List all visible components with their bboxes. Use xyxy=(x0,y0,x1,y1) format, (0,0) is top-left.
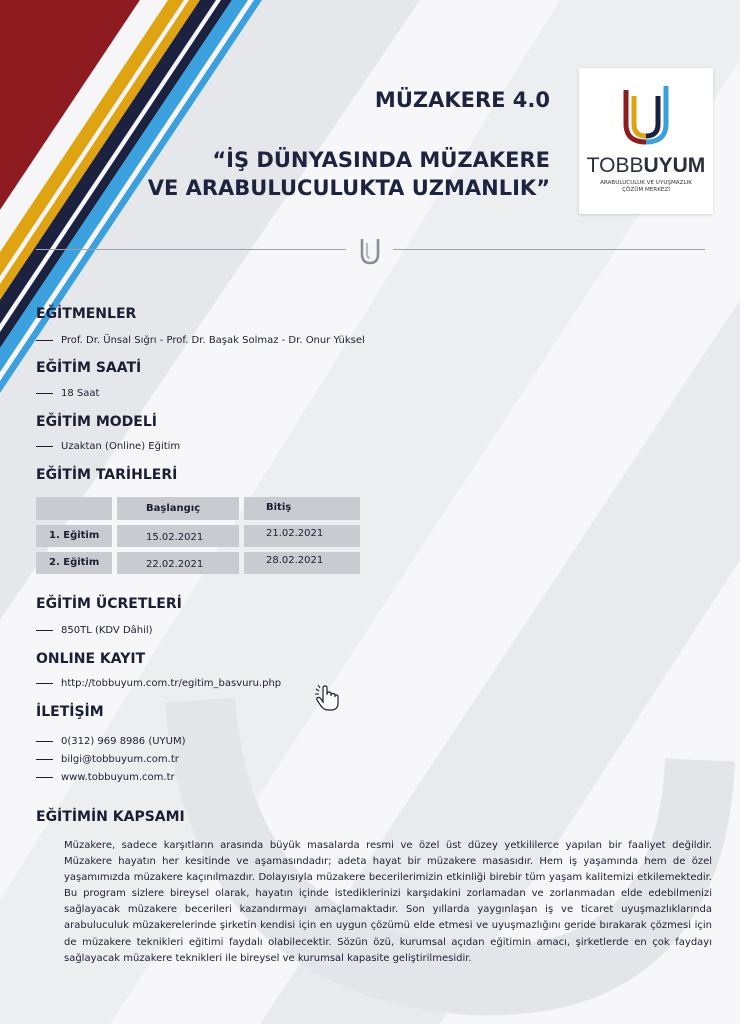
uyum-mark-icon xyxy=(357,236,383,266)
heading-model: EĞİTİM MODELİ xyxy=(36,414,157,430)
table-header-end: Bitiş xyxy=(244,497,360,520)
uyum-u-icon xyxy=(620,82,672,148)
table-row-label: 1. Eğitim xyxy=(36,525,112,547)
table-cell-end: 28.02.2021 xyxy=(244,552,360,574)
ucretler-text: 850TL (KDV Dâhil) xyxy=(61,625,153,636)
item-egitmenler xyxy=(36,335,365,346)
table-cell-end: 21.02.2021 xyxy=(244,525,360,547)
item-kayit xyxy=(36,678,281,689)
contact-email[interactable]: bilgi@tobbuyum.com.tr xyxy=(61,754,179,765)
heading-kayit: ONLINE KAYIT xyxy=(36,651,146,667)
saat-text: 18 Saat xyxy=(61,388,100,399)
item-model xyxy=(36,441,180,452)
item-ucretler xyxy=(36,625,153,636)
heading-kapsam: EĞİTİMİN KAPSAMI xyxy=(36,809,185,825)
contact-item-email xyxy=(36,754,179,765)
contact-phone[interactable]: 0(312) 969 8986 (UYUM) xyxy=(61,736,186,747)
logo-subtitle xyxy=(579,180,713,194)
heading-egitmenler: EĞİTMENLER xyxy=(36,306,137,322)
tobbuyum-logo xyxy=(579,68,713,214)
logo-subtitle-line2: ÇÖZÜM MERKEZİ xyxy=(622,187,670,193)
contact-item-web xyxy=(36,772,175,783)
table-cell-start: 15.02.2021 xyxy=(117,525,239,547)
table-corner-cell xyxy=(36,497,112,520)
contact-website[interactable]: www.tobbuyum.com.tr xyxy=(61,772,175,783)
table-header-start: Başlangıç xyxy=(117,497,239,520)
dates-table xyxy=(36,497,366,577)
program-title xyxy=(148,146,550,202)
kapsam-paragraph: Müzakere, sadece karşıtların arasında büyük masalarda resmi ve özel üst düzey yetkililerce yapılan bir faaliyet değildir. Müzakere hayatın her kesitinde ve aşamasındadır; adeta hayat bir müzakere masasıdır. Hem iş yaşamında hem de özel yaşamımızda müzakere kaçınılmazdır. Dolayısıyla müzakere becerilerimizin etkinliği birebir tüm yaşam kalitemizi etkilemektedir. Bu program sizlere bireysel olarak, hayatın içinde istediklerinizi karşıdakini zorlamadan ve zorlanmadan elde edebilmenizi sağlayacak müzakere becerileri kazandırmayı amaçlamaktadır. Son yıllarda yaygınlaşan iş ve ticaret uyuşmazlıklarında arabuluculuk müzakerelerinde şirketin kendisi için en uygun çözümü elde etmesi ve uyuşmazlığını geride bırakarak çözmesi için de müzakere teknikleri eğitimi faydalı olabilecektir. Sözün özü, kurumsal açıdan eğitimin amacı, şirketlerde en çok faydayı sağlayacak müzakere teknikleri ile bireysel ve kurumsal kapasite geliştirilmesidir. xyxy=(64,840,712,964)
divider-left xyxy=(36,249,346,250)
logo-wordmark-light: TOBB xyxy=(586,154,644,177)
program-title-line1: “İŞ DÜNYASINDA MÜZAKERE xyxy=(212,148,550,172)
event-title: MÜZAKERE 4.0 xyxy=(374,88,550,112)
heading-ucretler: EĞİTİM ÜCRETLERİ xyxy=(36,596,182,612)
egitmenler-text: Prof. Dr. Ünsal Sığrı - Prof. Dr. Başak Solmaz - Dr. Onur Yüksel xyxy=(61,335,365,346)
item-saat xyxy=(36,388,99,399)
table-cell-start: 22.02.2021 xyxy=(117,552,239,574)
model-text: Uzaktan (Online) Eğitim xyxy=(61,441,181,452)
logo-wordmark-bold: UYUM xyxy=(643,154,706,177)
logo-wordmark xyxy=(579,154,713,178)
heading-saat: EĞİTİM SAATİ xyxy=(36,360,142,376)
heading-iletisim: İLETİŞİM xyxy=(36,704,104,720)
divider-right xyxy=(393,249,705,250)
program-title-line2: VE ARABULUCULUKTA UZMANLIK” xyxy=(147,176,550,200)
table-row-label: 2. Eğitim xyxy=(36,552,112,574)
logo-subtitle-line1: ARABULUCULUK VE UYUŞMAZLIK xyxy=(600,180,692,186)
contact-item-phone xyxy=(36,736,186,747)
heading-tarihler: EĞİTİM TARİHLERİ xyxy=(36,467,178,483)
pointer-hand-icon xyxy=(313,683,341,713)
registration-link[interactable]: http://tobbuyum.com.tr/egitim_basvuru.php xyxy=(61,678,282,689)
